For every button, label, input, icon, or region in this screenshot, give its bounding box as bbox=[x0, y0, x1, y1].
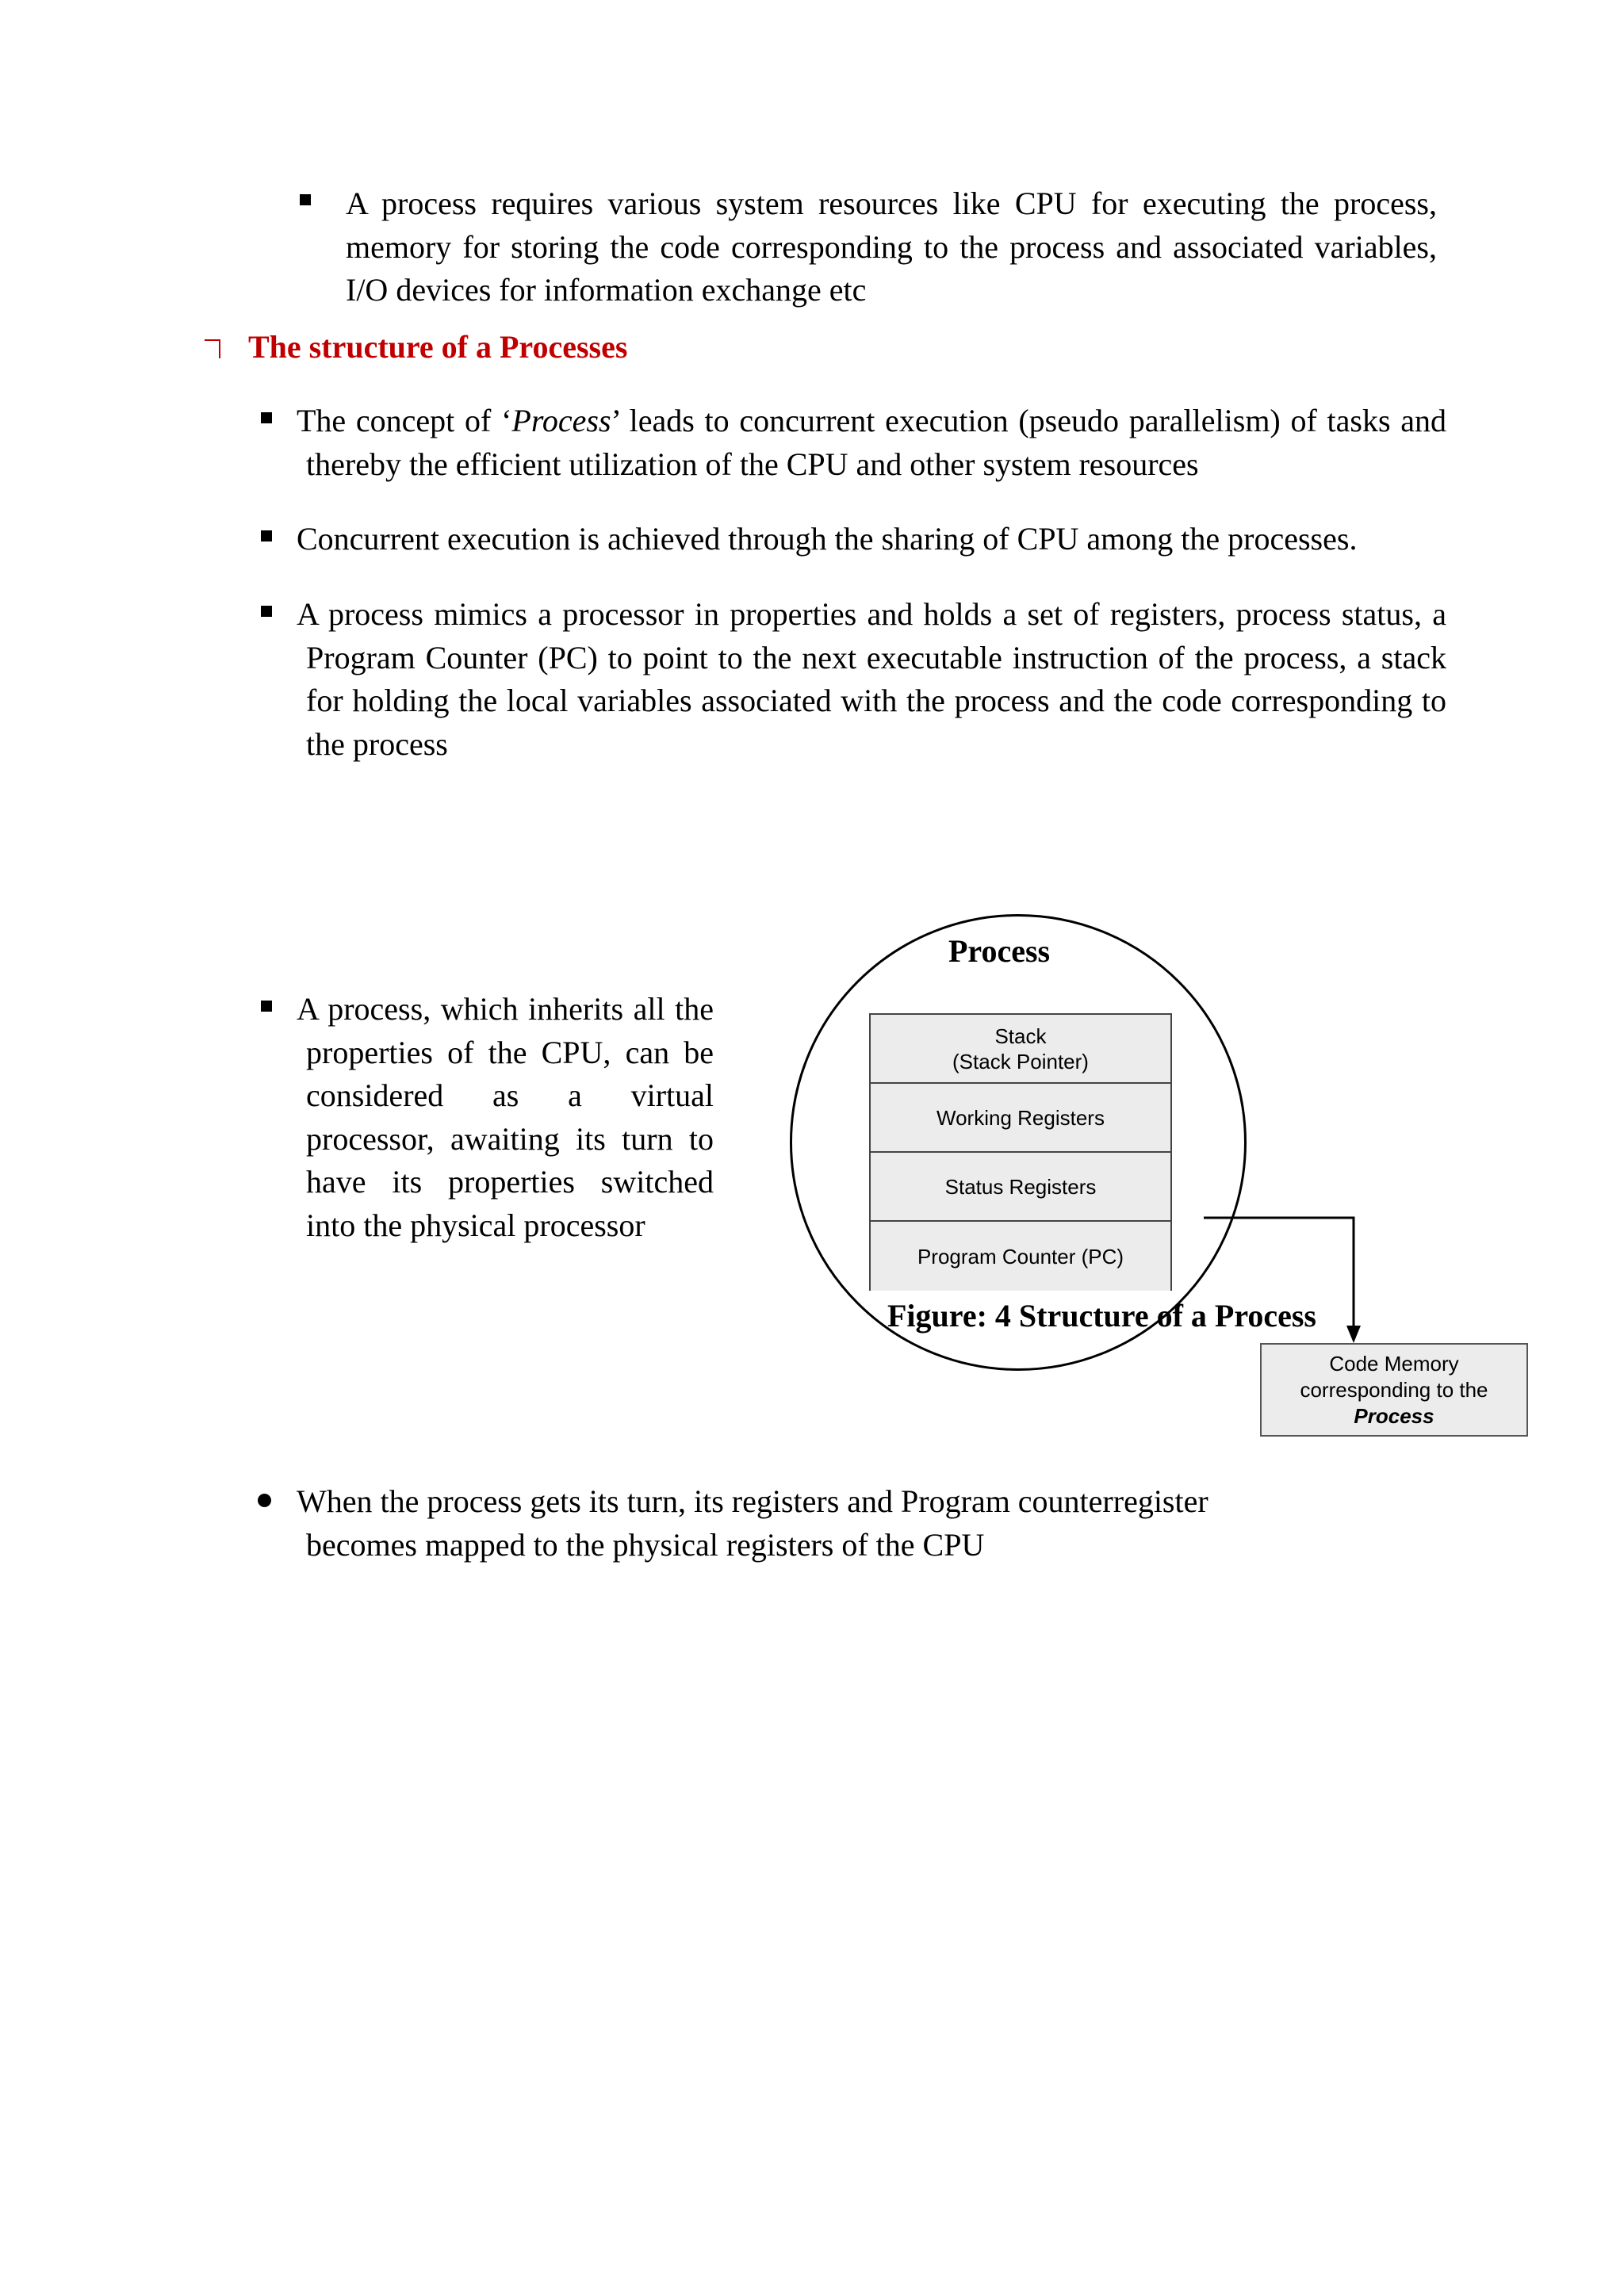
process-title: Process bbox=[948, 933, 1051, 969]
bullet-mapped-text: When the process gets its turn, its registers and Program counterregister becomes mapped to the physical registers of the CPU bbox=[297, 1483, 1208, 1563]
arrow-line bbox=[1204, 1218, 1354, 1330]
code-memory-line1: Code Memory bbox=[1329, 1351, 1459, 1376]
bullet-concept-emphasis: Process bbox=[511, 403, 611, 438]
intro-bullet-text: A process requires various system resources like CPU for executing the process, memory for storing the code corresponding to the process and associated variables, I/O devices for information exchange etc bbox=[346, 186, 1437, 308]
code-memory-line3: Process bbox=[1354, 1403, 1434, 1428]
bullet-concept-after: ’ leads to concurrent execution (pseudo parallelism) of tasks and thereby the efficient utilization of the CPU and other system resources bbox=[306, 403, 1447, 482]
code-memory-box bbox=[1260, 1343, 1528, 1437]
bullet-concurrent-text: Concurrent execution is achieved through the sharing of CPU among the processes. bbox=[297, 521, 1358, 557]
program-counter-label: Program Counter (PC) bbox=[917, 1244, 1124, 1269]
stack-label: Stack bbox=[994, 1024, 1047, 1048]
stack-pointer-label: (Stack Pointer) bbox=[952, 1049, 1089, 1073]
bullet-virtual-processor-text: A process, which inherits all the properties of the CPU, can be considered as a virtual processor, awaiting its turn to have its properties switched into the physical processor bbox=[297, 991, 714, 1243]
section-heading: The structure of a Processes bbox=[248, 329, 628, 365]
bullet-mimics-text: A process mimics a processor in properties and holds a set of registers, process status, a Program Counter (PC) to point to the next executable instruction of the process, a stack for holding the local variables associated with the process and the code corresponding to the process bbox=[297, 596, 1446, 762]
bullet-dot-icon bbox=[258, 1494, 271, 1507]
arrow-head-icon bbox=[1346, 1326, 1361, 1343]
working-registers-label: Working Registers bbox=[936, 1105, 1105, 1130]
code-memory-line2: corresponding to the bbox=[1300, 1377, 1488, 1402]
figure-caption: Figure: 4 Structure of a Process bbox=[887, 1298, 1316, 1334]
bullet-concept-before: The concept of ‘ bbox=[297, 403, 512, 438]
status-registers-label: Status Registers bbox=[944, 1174, 1097, 1199]
